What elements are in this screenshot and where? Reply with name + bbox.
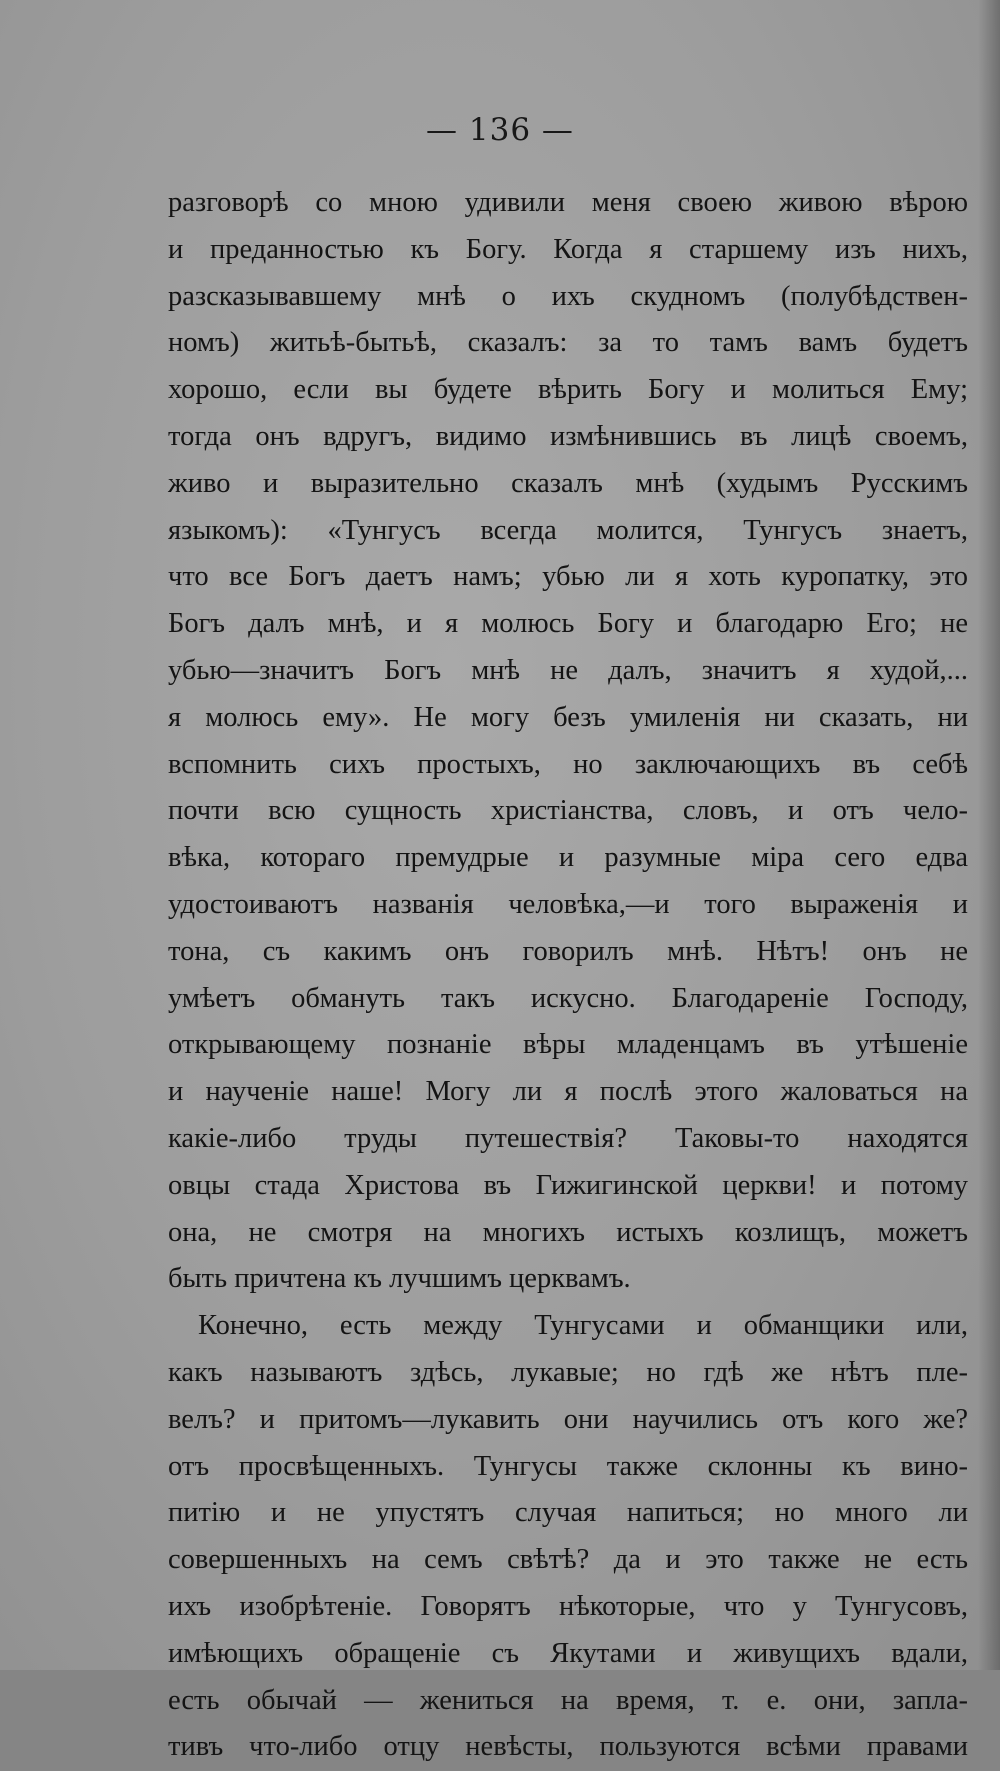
paragraph-first-line: Конечно, есть между Тунгусами и обманщики или,	[198, 1310, 968, 1342]
text-line: тона, съ какимъ онъ говорилъ мнѣ. Нѣтъ! онъ не	[168, 935, 968, 967]
text-line: убью—значитъ Богъ мнѣ не далъ, значитъ я худой,...	[168, 654, 968, 686]
body-text	[168, 180, 968, 1771]
text-line: какіе-либо труды путешествія? Таковы-то находятся	[168, 1122, 968, 1154]
text-line: совершенныхъ на семъ свѣтѣ? да и это также не есть	[168, 1544, 968, 1576]
page-edge-shadow	[978, 0, 1000, 1670]
paragraph-last-line: быть причтена къ лучшимъ церквамъ.	[168, 1263, 631, 1295]
text-line: какъ называютъ здѣсь, лукавые; но гдѣ же нѣтъ пле-	[168, 1356, 968, 1388]
text-line: вспомнить сихъ простыхъ, но заключающихъ въ себѣ	[168, 748, 968, 780]
text-line: тогда онъ вдругъ, видимо измѣнившись въ лицѣ своемъ,	[168, 420, 968, 452]
text-line: отъ просвѣщенныхъ. Тунгусы также склонны къ вино-	[168, 1450, 968, 1482]
text-line: я молюсь ему». Не могу безъ умиленія ни сказать, ни	[168, 701, 968, 733]
text-line: овцы стада Христова въ Гижигинской церкви! и потому	[168, 1169, 968, 1201]
text-line: умѣетъ обмануть такъ искусно. Благодареніе Господу,	[168, 982, 968, 1014]
text-line: номъ) житьѣ-бытьѣ, сказалъ: за то тамъ вамъ будетъ	[168, 327, 968, 359]
text-line: хорошо, если вы будете вѣрить Богу и молиться Ему;	[168, 374, 968, 406]
text-line: разсказывавшему мнѣ о ихъ скудномъ (полубѣдствен-	[168, 280, 968, 312]
text-line: велъ? и притомъ—лукавить они научились отъ кого же?	[168, 1403, 968, 1435]
text-line: вѣка, котораго премудрые и разумные міра сего едва	[168, 842, 968, 874]
text-line: и наученіе наше! Могу ли я послѣ этого жаловаться на	[168, 1076, 968, 1108]
text-line: и преданностью къ Богу. Когда я старшему изъ нихъ,	[168, 233, 968, 265]
text-line: почти всю сущность христіанства, словъ, и отъ чело-	[168, 795, 968, 827]
text-line: питію и не упустятъ случая напиться; но много ли	[168, 1497, 968, 1529]
text-line: она, не смотря на многихъ истыхъ козлищъ, можетъ	[168, 1216, 968, 1248]
text-line: открывающему познаніе вѣры младенцамъ въ утѣшеніе	[168, 1029, 968, 1061]
page-number: — 136 —	[426, 112, 574, 148]
text-line: языкомъ): «Тунгусъ всегда молится, Тунгусъ знаетъ,	[168, 514, 968, 546]
text-line: разговорѣ со мною удивили меня своею живою вѣрою	[168, 187, 968, 218]
text-line: что все Богъ даетъ намъ; убью ли я хоть куропатку, это	[168, 561, 968, 593]
text-line: Богъ далъ мнѣ, и я молюсь Богу и благодарю Его; не	[168, 608, 968, 640]
text-line: есть обычай — жениться на время, т. е. они, запла-	[168, 1684, 968, 1716]
text-line: удостоиваютъ названія человѣка,—и того выраженія и	[168, 888, 968, 920]
text-line: живо и выразительно сказалъ мнѣ (худымъ Русскимъ	[168, 467, 968, 499]
text-line: ихъ изобрѣтеніе. Говорятъ нѣкоторые, что у Тунгусовъ,	[168, 1590, 968, 1622]
text-line: тивъ что-либо отцу невѣсты, пользуются всѣми правами	[168, 1731, 968, 1763]
text-line: имѣющихъ обращеніе съ Якутами и живущихъ вдали,	[168, 1637, 968, 1669]
